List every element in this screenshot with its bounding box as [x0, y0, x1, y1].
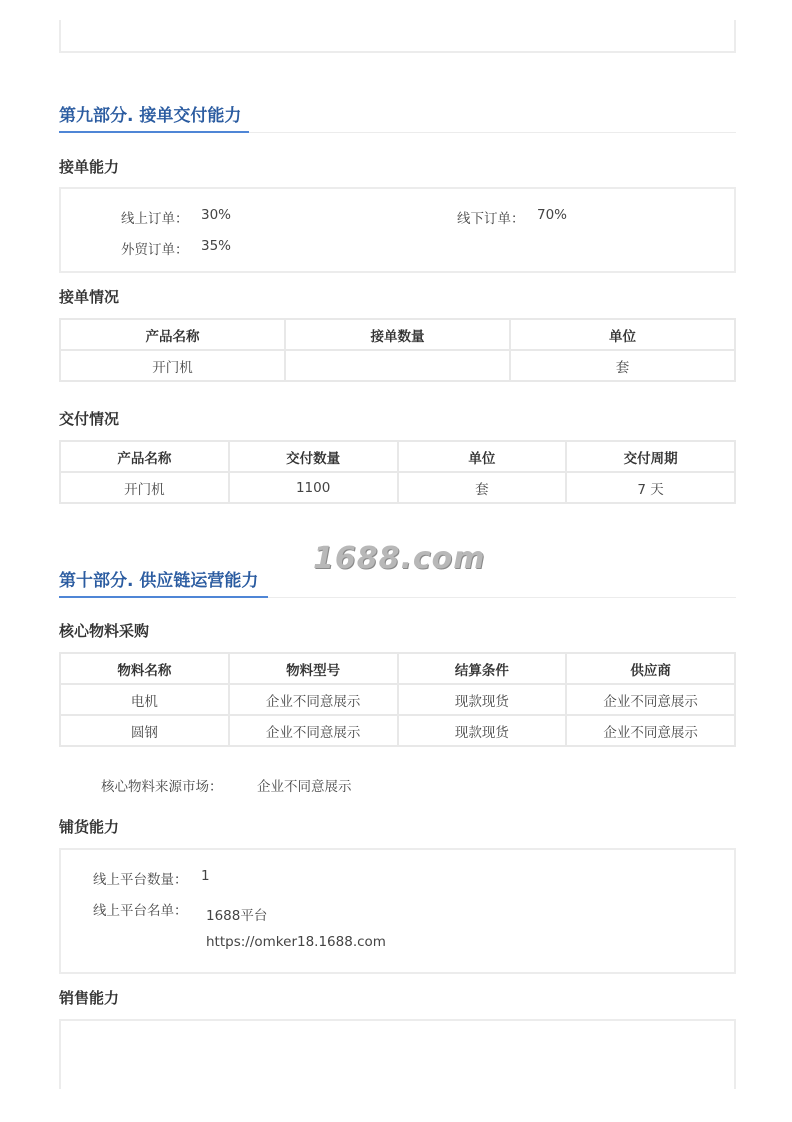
- table-cell: 电机: [60, 684, 229, 715]
- sales-box: [59, 1019, 736, 1089]
- offline-order-label: 线下订单：: [457, 211, 525, 227]
- table-cell: 圆钢: [60, 715, 229, 746]
- section-title-underline: [59, 131, 249, 133]
- table-cell: 企业不同意展示: [229, 684, 398, 715]
- platform-name: 1688平台: [206, 908, 268, 924]
- table-cell: 套: [398, 472, 567, 503]
- table-header-cell: 产品名称: [60, 319, 285, 350]
- delivery-status-table: [59, 440, 736, 504]
- core-material-title: 核心物料采购: [59, 622, 150, 640]
- material-source-label: 核心物料来源市场：: [101, 779, 223, 795]
- table-cell: 企业不同意展示: [566, 684, 735, 715]
- foreign-order-label: 外贸订单：: [121, 242, 189, 258]
- table-row: [60, 350, 735, 381]
- table-header-cell: 交付周期: [566, 441, 735, 472]
- table-cell: 开门机: [60, 350, 285, 381]
- online-order-label: 线上订单：: [121, 211, 189, 227]
- delivery-status-title: 交付情况: [59, 410, 120, 428]
- table-cell: 1100: [229, 472, 398, 503]
- table-cell: 开门机: [60, 472, 229, 503]
- table-cell: 企业不同意展示: [566, 715, 735, 746]
- platform-url-link[interactable]: https://omker18.1688.com: [206, 934, 386, 950]
- table-header-row: [60, 319, 735, 350]
- table-header-cell: 单位: [398, 441, 567, 472]
- offline-order-value: 70%: [537, 207, 568, 223]
- distribution-box: [59, 848, 736, 974]
- section-title-10: 第十部分. 供应链运营能力: [59, 571, 259, 591]
- table-header-cell: 物料型号: [229, 653, 398, 684]
- platform-count-label: 线上平台数量：: [93, 872, 188, 888]
- order-capacity-title: 接单能力: [59, 158, 120, 176]
- table-header-cell: 接单数量: [285, 319, 510, 350]
- watermark-logo: 1688.com: [313, 541, 486, 576]
- table-cell: 7 天: [566, 472, 735, 503]
- material-source-value: 企业不同意展示: [257, 779, 352, 795]
- table-header-cell: 单位: [510, 319, 735, 350]
- table-cell: [285, 350, 510, 381]
- order-capacity-box: [59, 187, 736, 273]
- order-status-table: [59, 318, 736, 382]
- table-header-cell: 交付数量: [229, 441, 398, 472]
- table-row: [60, 472, 735, 503]
- online-order-value: 30%: [201, 207, 232, 223]
- table-header-cell: 结算条件: [398, 653, 567, 684]
- table-cell: 现款现货: [398, 684, 567, 715]
- table-header-cell: 物料名称: [60, 653, 229, 684]
- platform-count-value: 1: [201, 868, 210, 884]
- order-status-title: 接单情况: [59, 288, 120, 306]
- sales-title: 销售能力: [59, 989, 120, 1007]
- table-cell: 套: [510, 350, 735, 381]
- table-cell: 现款现货: [398, 715, 567, 746]
- table-header-cell: 产品名称: [60, 441, 229, 472]
- platform-list-label: 线上平台名单：: [93, 903, 188, 919]
- section-title-9: 第九部分. 接单交付能力: [59, 106, 242, 126]
- table-header-row: [60, 653, 735, 684]
- section-title-underline: [59, 596, 268, 598]
- table-header-row: [60, 441, 735, 472]
- table-header-cell: 供应商: [566, 653, 735, 684]
- table-cell: 企业不同意展示: [229, 715, 398, 746]
- distribution-title: 铺货能力: [59, 818, 120, 836]
- core-material-table: [59, 652, 736, 747]
- table-row: [60, 715, 735, 746]
- previous-section-box: [59, 20, 736, 53]
- foreign-order-value: 35%: [201, 238, 232, 254]
- table-row: [60, 684, 735, 715]
